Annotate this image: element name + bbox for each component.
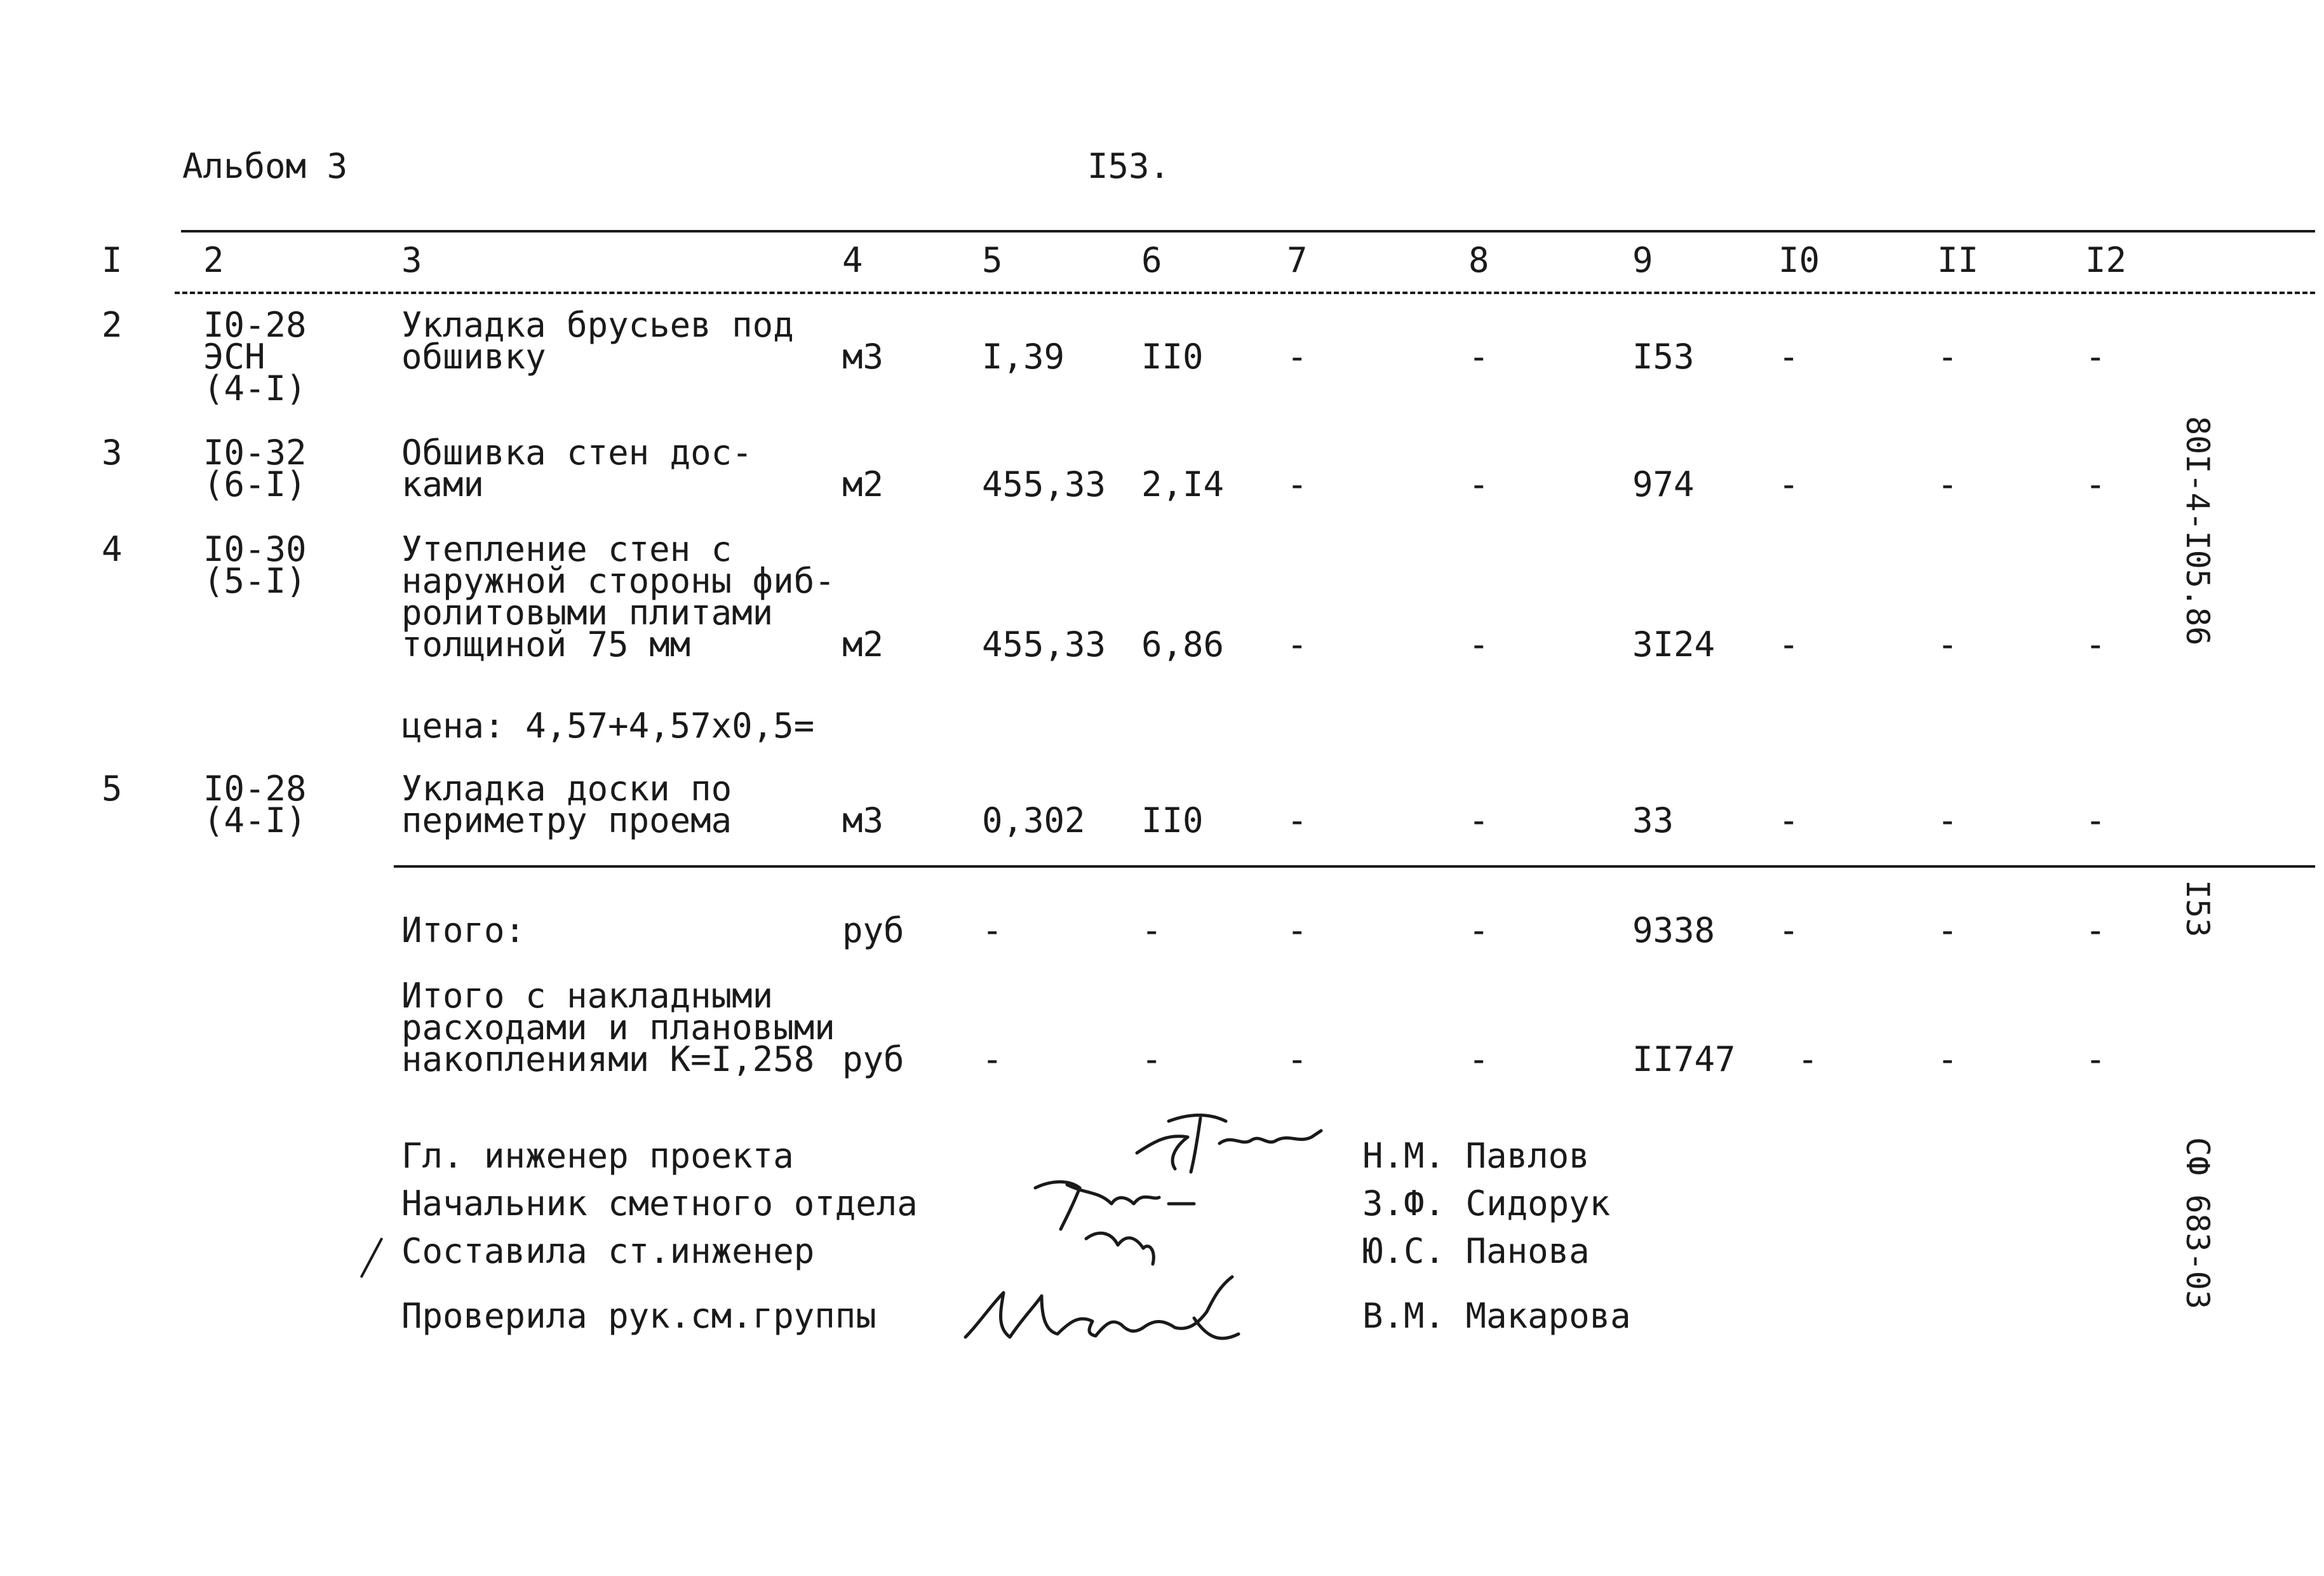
row-code: (5-I): [203, 561, 307, 601]
column-header: 3: [401, 240, 422, 280]
row-quantity: 0,302: [982, 800, 1085, 840]
total-value: 9338: [1632, 910, 1716, 950]
table-top-rule: [181, 230, 2315, 232]
row-price: 2,I4: [1141, 464, 1225, 504]
row-quantity: 455,33: [982, 624, 1106, 664]
row-code: (4-I): [203, 368, 307, 408]
total-unit: руб: [842, 910, 904, 950]
signature-role: Проверила рук.см.группы: [401, 1296, 877, 1336]
row-description: ками: [401, 464, 485, 504]
total-overhead-col12: -: [2085, 1039, 2106, 1079]
row-total: 3I24: [1632, 624, 1716, 664]
signature-name: Ю.С. Панова: [1362, 1231, 1590, 1271]
column-header: 8: [1468, 240, 1489, 280]
row-total: 33: [1632, 800, 1674, 840]
header-bottom-rule: [175, 292, 2315, 294]
row-description: Обшивка стен дос-: [401, 433, 753, 473]
row-col10: -: [1778, 464, 1799, 504]
margin-stamp-code: СФ 683-03: [2179, 1137, 2216, 1309]
row-total: I53: [1632, 337, 1695, 377]
total-overhead-unit: руб: [842, 1039, 904, 1079]
total-label: Итого:: [401, 910, 526, 950]
total-col8: -: [1468, 910, 1489, 950]
row-code: ЭСН: [203, 337, 265, 377]
row-number: 3: [102, 433, 123, 473]
total-overhead-col6: -: [1141, 1039, 1162, 1079]
row-price: II0: [1141, 337, 1204, 377]
total-overhead-col8: -: [1468, 1039, 1489, 1079]
row-code: (6-I): [203, 464, 307, 504]
row-col8: -: [1468, 337, 1489, 377]
row-total: 974: [1632, 464, 1695, 504]
row-unit: м3: [842, 337, 884, 377]
row-col7: -: [1287, 624, 1308, 664]
handwritten-signature-makarova: [953, 1267, 1251, 1350]
row-description: толщиной 75 мм: [401, 624, 691, 664]
row-col7: -: [1287, 800, 1308, 840]
total-overhead-label: накоплениями К=I,258: [401, 1039, 815, 1079]
signature-name: В.М. Макарова: [1362, 1296, 1631, 1336]
total-col11: -: [1937, 910, 1958, 950]
row-col11: -: [1937, 800, 1958, 840]
row-description: обшивку: [401, 337, 546, 377]
row-col11: -: [1937, 337, 1958, 377]
row-code: I0-30: [203, 529, 307, 569]
total-col7: -: [1287, 910, 1308, 950]
margin-doc-code: 80I-4-I05.86: [2179, 416, 2216, 646]
row-unit: м2: [842, 464, 884, 504]
total-overhead-col11: -: [1937, 1039, 1958, 1079]
row-col12: -: [2085, 464, 2106, 504]
column-header: I0: [1778, 240, 1820, 280]
row-number: 4: [102, 529, 123, 569]
row-col7: -: [1287, 464, 1308, 504]
total-overhead-col7: -: [1287, 1039, 1308, 1079]
margin-slash-mark: [360, 1237, 383, 1278]
row-description: наружной стороны фиб-: [401, 561, 835, 601]
total-col10: -: [1778, 910, 1799, 950]
total-overhead-value: II747: [1632, 1039, 1736, 1079]
column-header: 5: [982, 240, 1003, 280]
row-col12: -: [2085, 800, 2106, 840]
row-col8: -: [1468, 800, 1489, 840]
signature-role: Составила ст.инженер: [401, 1231, 815, 1271]
row-number: 5: [102, 769, 123, 809]
row-col10: -: [1778, 624, 1799, 664]
total-col5: -: [982, 910, 1003, 950]
signature-name: Н.М. Павлов: [1362, 1136, 1590, 1176]
row-col12: -: [2085, 624, 2106, 664]
margin-page-number: I53: [2179, 880, 2216, 938]
signature-role: Начальник сметного отдела: [401, 1183, 918, 1223]
total-overhead-label: Итого с накладными: [401, 976, 774, 1016]
total-col6: -: [1141, 910, 1162, 950]
total-overhead-label: расходами и плановыми: [401, 1007, 835, 1047]
row-col8: -: [1468, 464, 1489, 504]
row-unit: м3: [842, 800, 884, 840]
row-description: Утепление стен с: [401, 529, 732, 569]
row-code: I0-28: [203, 769, 307, 809]
row-col12: -: [2085, 337, 2106, 377]
total-overhead-col10: -: [1797, 1039, 1818, 1079]
column-header: I: [102, 240, 123, 280]
row-col10: -: [1778, 337, 1799, 377]
row-col11: -: [1937, 464, 1958, 504]
column-header: 7: [1287, 240, 1308, 280]
row-col8: -: [1468, 624, 1489, 664]
row-price: II0: [1141, 800, 1204, 840]
column-header: 9: [1632, 240, 1653, 280]
row-code: (4-I): [203, 800, 307, 840]
total-overhead-col5: -: [982, 1039, 1003, 1079]
total-col12: -: [2085, 910, 2106, 950]
row-code: I0-32: [203, 433, 307, 473]
row-unit: м2: [842, 624, 884, 664]
column-header: II: [1937, 240, 1979, 280]
column-header: 6: [1141, 240, 1162, 280]
row-quantity: I,39: [982, 337, 1065, 377]
handwritten-signature-sidoruk: [1023, 1169, 1207, 1270]
column-header: I2: [2085, 240, 2127, 280]
signature-name: З.Ф. Сидорук: [1362, 1183, 1611, 1223]
totals-rule: [394, 865, 2315, 868]
handwritten-signature-pavlov: [1131, 1108, 1334, 1178]
column-header: 4: [842, 240, 863, 280]
album-label: Альбом 3: [182, 146, 348, 186]
row-col7: -: [1287, 337, 1308, 377]
row-description: Укладка доски по: [401, 769, 732, 809]
row-description: ролитовыми плитами: [401, 593, 774, 633]
price-note: цена: 4,57+4,57х0,5=: [401, 706, 815, 746]
row-number: 2: [102, 305, 123, 345]
row-price: 6,86: [1141, 624, 1225, 664]
page-number: I53.: [1087, 146, 1171, 186]
signature-role: Гл. инженер проекта: [401, 1136, 794, 1176]
row-description: Укладка брусьев под: [401, 305, 794, 345]
row-code: I0-28: [203, 305, 307, 345]
row-description: периметру проема: [401, 800, 732, 840]
row-quantity: 455,33: [982, 464, 1106, 504]
row-col10: -: [1778, 800, 1799, 840]
column-header: 2: [203, 240, 224, 280]
row-col11: -: [1937, 624, 1958, 664]
